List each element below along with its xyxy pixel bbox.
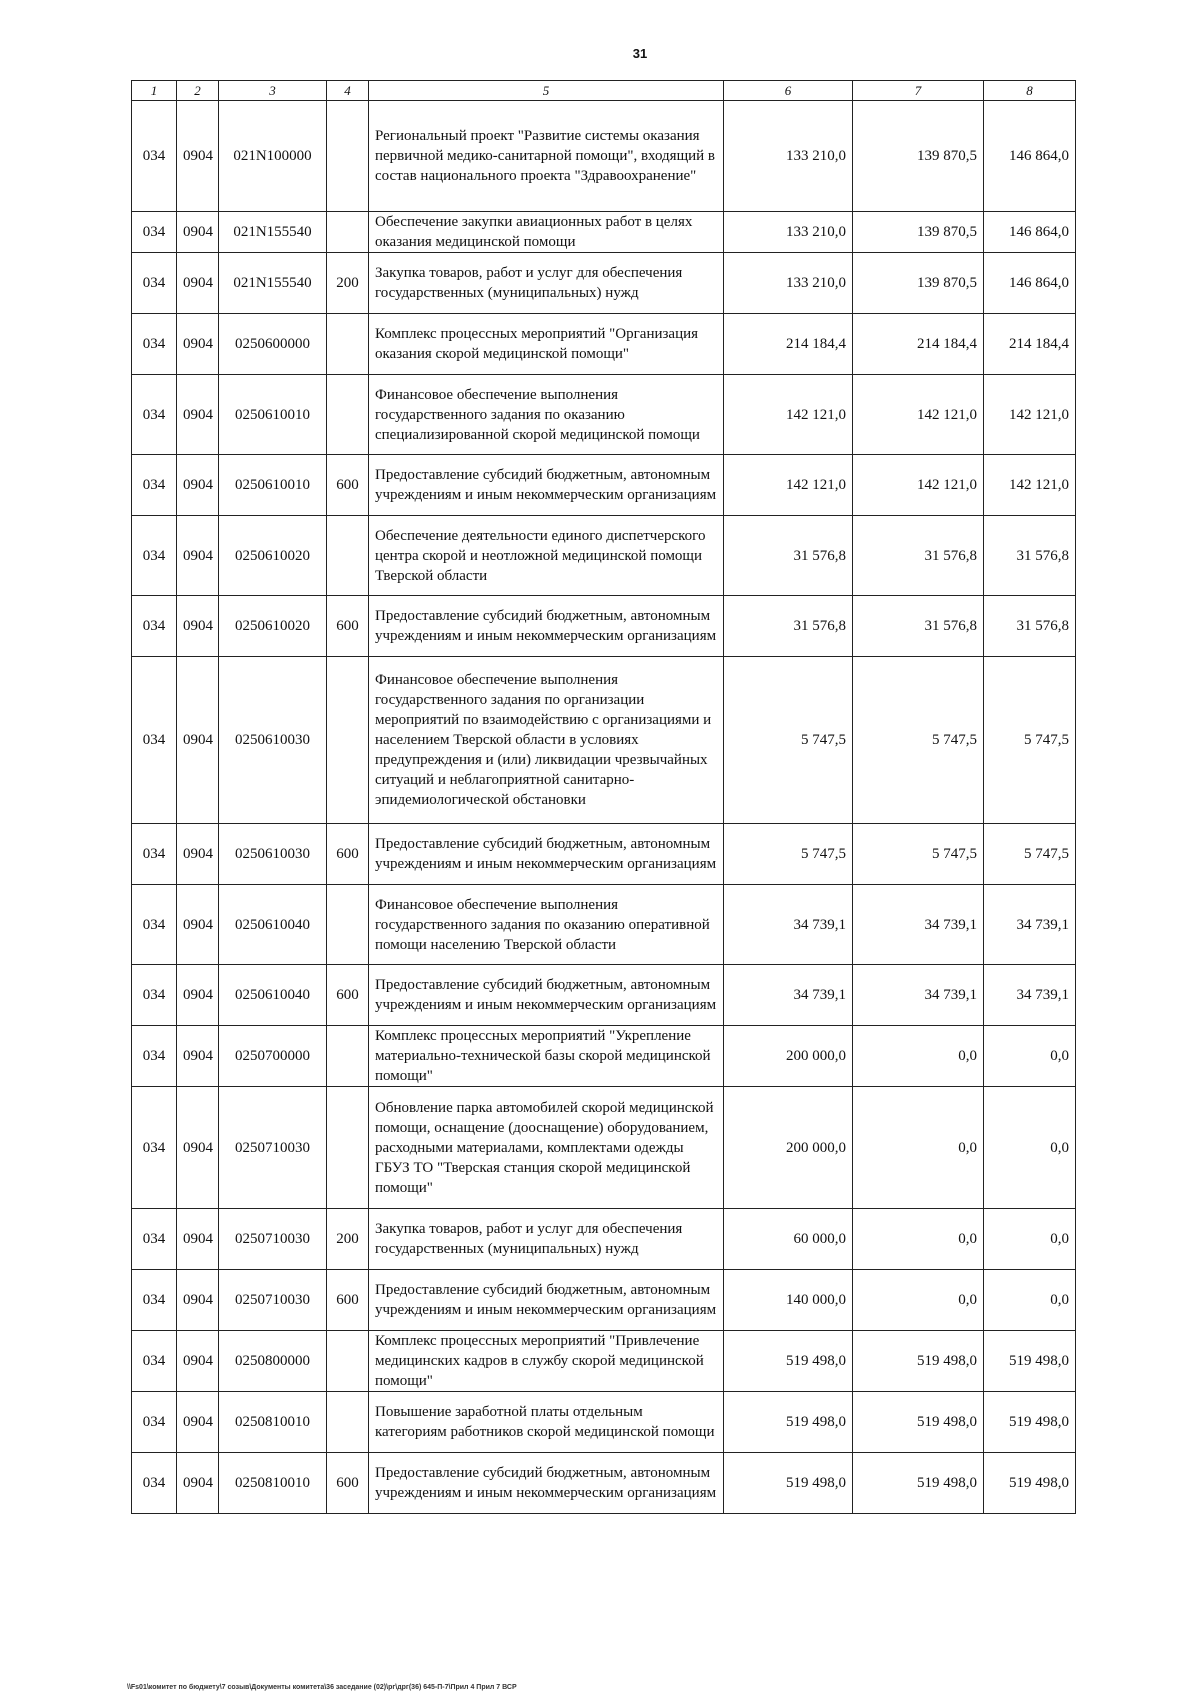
cell-amount-year3: 0,0	[984, 1209, 1076, 1270]
cell-gr: 034	[132, 101, 177, 212]
column-header: 4	[327, 81, 369, 101]
cell-section: 0904	[177, 516, 219, 596]
cell-section: 0904	[177, 824, 219, 885]
cell-gr: 034	[132, 1331, 177, 1392]
cell-name: Финансовое обеспечение выполнения государственного задания по организации мероприятий по взаимодействию с организациями и населением Тверской области в условиях предупреждения и (или) ликвидации чрезвычайных ситуаций и неблагоприятной санитарно-эпидемиологической обстановки	[369, 657, 724, 824]
cell-expense-type	[327, 1026, 369, 1087]
cell-section: 0904	[177, 885, 219, 965]
cell-expense-type	[327, 516, 369, 596]
table-row	[132, 965, 1076, 1026]
cell-gr: 034	[132, 885, 177, 965]
cell-gr: 034	[132, 253, 177, 314]
footer-file-path: \\Fs01\комитет по бюджету\7 созыв\Документы комитета\36 заседание (02)\рг\дрг(36) 645-П-7\Прил 4 Прил 7 ВСР	[127, 1684, 517, 1691]
cell-amount-year2: 31 576,8	[853, 516, 984, 596]
cell-expense-type	[327, 1392, 369, 1453]
cell-gr: 034	[132, 824, 177, 885]
cell-amount-year1: 34 739,1	[724, 885, 853, 965]
cell-name: Предоставление субсидий бюджетным, автономным учреждениям и иным некоммерческим организациям	[369, 1453, 724, 1514]
cell-amount-year1: 60 000,0	[724, 1209, 853, 1270]
table-row	[132, 1209, 1076, 1270]
cell-amount-year2: 31 576,8	[853, 596, 984, 657]
table-row	[132, 314, 1076, 375]
cell-section: 0904	[177, 1331, 219, 1392]
cell-amount-year2: 5 747,5	[853, 824, 984, 885]
cell-amount-year1: 200 000,0	[724, 1087, 853, 1209]
cell-section: 0904	[177, 965, 219, 1026]
column-header: 5	[369, 81, 724, 101]
cell-section: 0904	[177, 1026, 219, 1087]
cell-amount-year2: 214 184,4	[853, 314, 984, 375]
budget-table	[131, 80, 1076, 1514]
cell-section: 0904	[177, 101, 219, 212]
cell-target-article: 021N155540	[219, 253, 327, 314]
cell-expense-type: 600	[327, 1453, 369, 1514]
cell-amount-year3: 142 121,0	[984, 375, 1076, 455]
cell-name: Комплекс процессных мероприятий "Привлечение медицинских кадров в службу скорой медицинской помощи"	[369, 1331, 724, 1392]
cell-gr: 034	[132, 212, 177, 253]
table-row	[132, 1026, 1076, 1087]
cell-gr: 034	[132, 455, 177, 516]
cell-gr: 034	[132, 1453, 177, 1514]
cell-expense-type	[327, 657, 369, 824]
cell-amount-year3: 519 498,0	[984, 1453, 1076, 1514]
cell-amount-year2: 5 747,5	[853, 657, 984, 824]
cell-gr: 034	[132, 1270, 177, 1331]
cell-target-article: 021N155540	[219, 212, 327, 253]
cell-section: 0904	[177, 1453, 219, 1514]
cell-amount-year1: 5 747,5	[724, 824, 853, 885]
cell-section: 0904	[177, 455, 219, 516]
cell-amount-year2: 0,0	[853, 1087, 984, 1209]
cell-section: 0904	[177, 1392, 219, 1453]
cell-amount-year1: 142 121,0	[724, 375, 853, 455]
cell-amount-year2: 0,0	[853, 1026, 984, 1087]
table-header-row	[132, 81, 1076, 101]
cell-amount-year2: 0,0	[853, 1270, 984, 1331]
cell-amount-year1: 31 576,8	[724, 516, 853, 596]
cell-target-article: 0250610010	[219, 375, 327, 455]
cell-section: 0904	[177, 375, 219, 455]
cell-amount-year2: 0,0	[853, 1209, 984, 1270]
cell-amount-year3: 146 864,0	[984, 212, 1076, 253]
cell-gr: 034	[132, 657, 177, 824]
column-header: 1	[132, 81, 177, 101]
cell-name: Финансовое обеспечение выполнения государственного задания по оказанию оперативной помощи населению Тверской области	[369, 885, 724, 965]
cell-amount-year3: 0,0	[984, 1087, 1076, 1209]
page-number: 31	[632, 46, 648, 61]
table-row	[132, 101, 1076, 212]
cell-name: Комплекс процессных мероприятий "Укрепление материально-технической базы скорой медицинской помощи"	[369, 1026, 724, 1087]
cell-amount-year1: 519 498,0	[724, 1331, 853, 1392]
cell-target-article: 0250600000	[219, 314, 327, 375]
column-header: 3	[219, 81, 327, 101]
table-row	[132, 824, 1076, 885]
cell-amount-year2: 519 498,0	[853, 1331, 984, 1392]
cell-name: Обеспечение деятельности единого диспетчерского центра скорой и неотложной медицинской помощи Тверской области	[369, 516, 724, 596]
cell-target-article: 0250710030	[219, 1209, 327, 1270]
column-header: 2	[177, 81, 219, 101]
cell-section: 0904	[177, 1087, 219, 1209]
cell-amount-year3: 142 121,0	[984, 455, 1076, 516]
cell-name: Финансовое обеспечение выполнения государственного задания по оказанию специализированной скорой медицинской помощи	[369, 375, 724, 455]
column-header: 8	[984, 81, 1076, 101]
cell-expense-type: 600	[327, 1270, 369, 1331]
table-row	[132, 455, 1076, 516]
cell-target-article: 0250710030	[219, 1270, 327, 1331]
cell-name: Закупка товаров, работ и услуг для обеспечения государственных (муниципальных) нужд	[369, 253, 724, 314]
cell-gr: 034	[132, 314, 177, 375]
cell-target-article: 0250610010	[219, 455, 327, 516]
cell-name: Предоставление субсидий бюджетным, автономным учреждениям и иным некоммерческим организациям	[369, 1270, 724, 1331]
cell-target-article: 0250610040	[219, 965, 327, 1026]
cell-amount-year2: 519 498,0	[853, 1453, 984, 1514]
cell-amount-year1: 519 498,0	[724, 1453, 853, 1514]
cell-amount-year3: 0,0	[984, 1026, 1076, 1087]
cell-target-article: 021N100000	[219, 101, 327, 212]
cell-amount-year1: 200 000,0	[724, 1026, 853, 1087]
cell-expense-type: 200	[327, 253, 369, 314]
cell-gr: 034	[132, 965, 177, 1026]
cell-section: 0904	[177, 1209, 219, 1270]
cell-expense-type	[327, 1331, 369, 1392]
table-row	[132, 1331, 1076, 1392]
table-row	[132, 516, 1076, 596]
cell-amount-year1: 5 747,5	[724, 657, 853, 824]
cell-name: Предоставление субсидий бюджетным, автономным учреждениям и иным некоммерческим организациям	[369, 596, 724, 657]
cell-amount-year2: 34 739,1	[853, 885, 984, 965]
cell-expense-type	[327, 375, 369, 455]
cell-gr: 034	[132, 375, 177, 455]
cell-amount-year2: 139 870,5	[853, 101, 984, 212]
cell-gr: 034	[132, 1026, 177, 1087]
cell-target-article: 0250610030	[219, 657, 327, 824]
table-row	[132, 212, 1076, 253]
cell-target-article: 0250800000	[219, 1331, 327, 1392]
cell-amount-year1: 519 498,0	[724, 1392, 853, 1453]
cell-amount-year1: 133 210,0	[724, 253, 853, 314]
table-row	[132, 1392, 1076, 1453]
cell-section: 0904	[177, 657, 219, 824]
table-row	[132, 1453, 1076, 1514]
cell-gr: 034	[132, 1392, 177, 1453]
cell-section: 0904	[177, 212, 219, 253]
cell-expense-type	[327, 314, 369, 375]
table-row	[132, 253, 1076, 314]
cell-expense-type: 600	[327, 824, 369, 885]
cell-name: Предоставление субсидий бюджетным, автономным учреждениям и иным некоммерческим организациям	[369, 455, 724, 516]
cell-amount-year1: 133 210,0	[724, 212, 853, 253]
cell-amount-year1: 31 576,8	[724, 596, 853, 657]
cell-name: Региональный проект "Развитие системы оказания первичной медико-санитарной помощи", входящий в состав национального проекта "Здравоохранение"	[369, 101, 724, 212]
cell-amount-year3: 34 739,1	[984, 965, 1076, 1026]
cell-amount-year3: 519 498,0	[984, 1331, 1076, 1392]
table-body	[132, 101, 1076, 1514]
cell-target-article: 0250810010	[219, 1392, 327, 1453]
cell-name: Предоставление субсидий бюджетным, автономным учреждениям и иным некоммерческим организациям	[369, 824, 724, 885]
cell-amount-year3: 5 747,5	[984, 824, 1076, 885]
cell-amount-year1: 34 739,1	[724, 965, 853, 1026]
column-header: 6	[724, 81, 853, 101]
cell-gr: 034	[132, 596, 177, 657]
cell-amount-year3: 146 864,0	[984, 253, 1076, 314]
cell-amount-year2: 34 739,1	[853, 965, 984, 1026]
table-row	[132, 885, 1076, 965]
table-row	[132, 1270, 1076, 1331]
cell-name: Предоставление субсидий бюджетным, автономным учреждениям и иным некоммерческим организациям	[369, 965, 724, 1026]
cell-amount-year1: 142 121,0	[724, 455, 853, 516]
column-header: 7	[853, 81, 984, 101]
cell-section: 0904	[177, 314, 219, 375]
cell-amount-year2: 139 870,5	[853, 253, 984, 314]
cell-section: 0904	[177, 253, 219, 314]
cell-name: Закупка товаров, работ и услуг для обеспечения государственных (муниципальных) нужд	[369, 1209, 724, 1270]
cell-amount-year3: 5 747,5	[984, 657, 1076, 824]
cell-amount-year3: 214 184,4	[984, 314, 1076, 375]
cell-target-article: 0250610020	[219, 596, 327, 657]
cell-expense-type: 200	[327, 1209, 369, 1270]
cell-name: Обеспечение закупки авиационных работ в целях оказания медицинской помощи	[369, 212, 724, 253]
cell-expense-type: 600	[327, 965, 369, 1026]
cell-amount-year3: 0,0	[984, 1270, 1076, 1331]
cell-amount-year3: 31 576,8	[984, 596, 1076, 657]
cell-amount-year2: 142 121,0	[853, 455, 984, 516]
cell-expense-type: 600	[327, 596, 369, 657]
cell-amount-year3: 146 864,0	[984, 101, 1076, 212]
cell-gr: 034	[132, 1209, 177, 1270]
cell-target-article: 0250700000	[219, 1026, 327, 1087]
table-row	[132, 657, 1076, 824]
cell-amount-year3: 31 576,8	[984, 516, 1076, 596]
cell-expense-type: 600	[327, 455, 369, 516]
cell-expense-type	[327, 212, 369, 253]
cell-gr: 034	[132, 516, 177, 596]
cell-expense-type	[327, 885, 369, 965]
cell-section: 0904	[177, 596, 219, 657]
cell-amount-year2: 519 498,0	[853, 1392, 984, 1453]
cell-gr: 034	[132, 1087, 177, 1209]
cell-amount-year2: 142 121,0	[853, 375, 984, 455]
cell-amount-year2: 139 870,5	[853, 212, 984, 253]
cell-target-article: 0250610040	[219, 885, 327, 965]
cell-target-article: 0250610030	[219, 824, 327, 885]
cell-name: Комплекс процессных мероприятий "Организация оказания скорой медицинской помощи"	[369, 314, 724, 375]
cell-amount-year3: 34 739,1	[984, 885, 1076, 965]
cell-expense-type	[327, 101, 369, 212]
cell-expense-type	[327, 1087, 369, 1209]
cell-amount-year1: 214 184,4	[724, 314, 853, 375]
table-row	[132, 375, 1076, 455]
cell-target-article: 0250810010	[219, 1453, 327, 1514]
cell-amount-year3: 519 498,0	[984, 1392, 1076, 1453]
cell-name: Обновление парка автомобилей скорой медицинской помощи, оснащение (дооснащение) оборудованием, расходными материалами, комплектами одежды ГБУЗ ТО "Тверская станция скорой медицинской помощи"	[369, 1087, 724, 1209]
cell-amount-year1: 133 210,0	[724, 101, 853, 212]
cell-target-article: 0250610020	[219, 516, 327, 596]
table-row	[132, 596, 1076, 657]
cell-section: 0904	[177, 1270, 219, 1331]
table-row	[132, 1087, 1076, 1209]
cell-amount-year1: 140 000,0	[724, 1270, 853, 1331]
cell-name: Повышение заработной платы отдельным категориям работников скорой медицинской помощи	[369, 1392, 724, 1453]
cell-target-article: 0250710030	[219, 1087, 327, 1209]
